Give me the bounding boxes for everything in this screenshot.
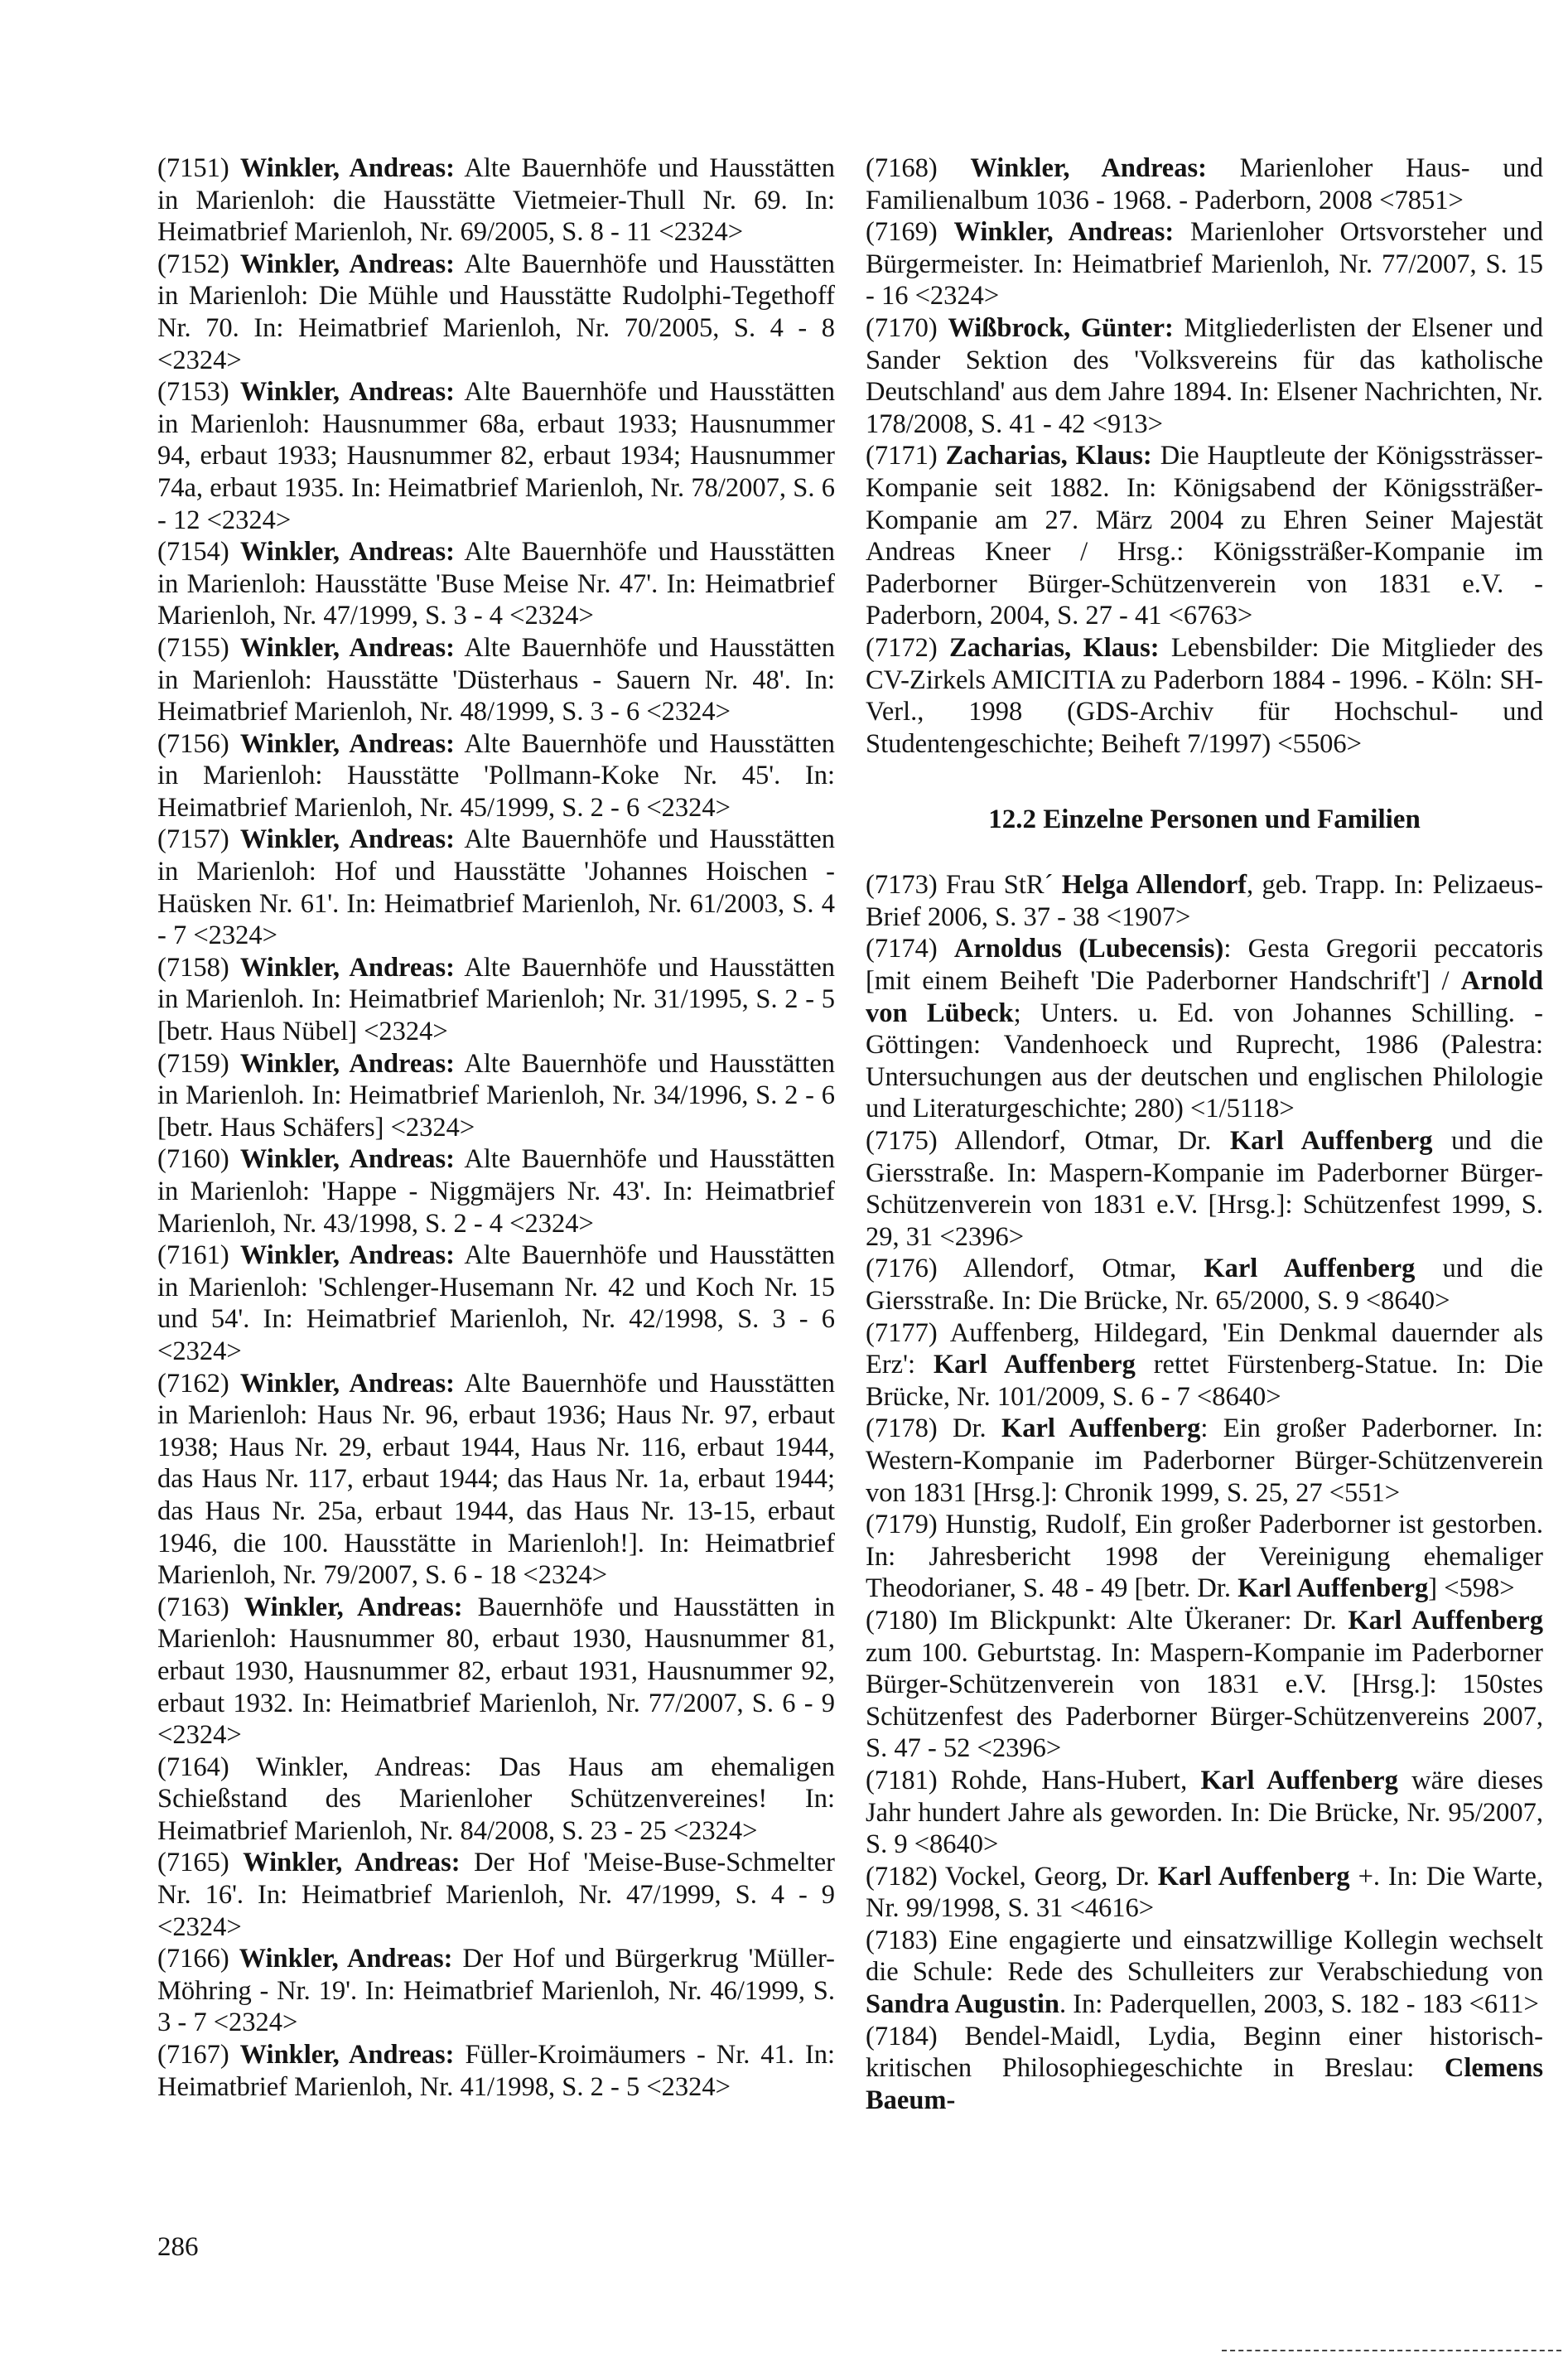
- entry-text: (7182) Vockel, Georg, Dr.: [866, 1861, 1158, 1892]
- entry-number: (7155): [157, 632, 229, 663]
- entry-number: (7167): [157, 2040, 229, 2070]
- bibliography-entry: [866, 1925, 1543, 2021]
- bibliography-entry: [157, 1847, 835, 1943]
- bibliography-entry: [157, 1592, 835, 1752]
- entry-text: (7173) Frau StR´: [866, 870, 1062, 901]
- entry-text: Alte Bauernhöfe und Hausstätten in Marienloh: 'Happe - Niggmäjers Nr. 43'. In: Heimatbrief Marienloh, Nr. 43/1998, S. 2 - 4 <2324>: [157, 1144, 835, 1239]
- entry-number: (7164): [157, 1752, 229, 1782]
- entry-text: Alte Bauernhöfe und Hausstätten in Marienloh: Die Mühle und Hausstätte Rudolphi-Tegethoff Nr. 70. In: Heimatbrief Marienloh, Nr. 70/2005, S. 4 - 8 <2324>: [157, 249, 835, 375]
- entry-author: Zacharias, Klaus:: [948, 632, 1160, 663]
- entry-text: : Gesta Gregorii peccatoris [mit einem Beiheft 'Die Paderborner Handschrift'] /: [866, 934, 1543, 997]
- entry-person-name: Karl Auffenberg: [1200, 1765, 1398, 1795]
- entry-text: Die Hauptleute der Königssträsser-Kompanie seit 1882. In: Königsabend der Königssträßer-Kompanie am 27. März 2004 zu Ehren Seiner Majestät Andreas Kneer / Hrsg.: Königssträßer-Kompanie im Paderborner Bürger-Schützenverein von 1831 e.V. - Paderborn, 2004, S. 27 - 41 <6763>: [866, 441, 1543, 631]
- entry-text: und die Giersstraße. In: Maspern-Kompanie im Paderborner Bürger-Schützenverein von 1831 e.V. [Hrsg.]: Schützenfest 1999, S. 29, 31 <2396>: [866, 1126, 1543, 1252]
- entry-text: (7177) Auffenberg, Hildegard, 'Ein Denkmal dauernder als Erz':: [866, 1317, 1543, 1380]
- entry-author: Winkler, Andreas:: [239, 1240, 456, 1271]
- entry-text: Alte Bauernhöfe und Hausstätten in Marienloh: Hausnummer 68a, erbaut 1933; Hausnummer 94, erbaut 1933; Hausnummer 82, erbaut 1934; Hausnummer 74a, erbaut 1935. In: Heimatbrief Marienloh, Nr. 78/2007, S. 6 - 12 <2324>: [157, 377, 835, 535]
- entry-text: Alte Bauernhöfe und Hausstätten in Marienloh: 'Schlenger-Husemann Nr. 42 und Koch Nr. 15 und 54'. In: Heimatbrief Marienloh, Nr. 42/1998, S. 3 - 6 <2324>: [157, 1240, 835, 1366]
- entry-text: rettet Fürstenberg-Statue. In: Die Brücke, Nr. 101/2009, S. 6 - 7 <8640>: [866, 1350, 1543, 1412]
- entry-author: Winkler, Andreas:: [239, 249, 456, 279]
- entry-text: Marienloher Ortsvorsteher und Bürgermeister. In: Heimatbrief Marienloh, Nr. 77/2007, S. 15 - 16 <2324>: [866, 217, 1543, 312]
- bibliography-entry: [157, 1752, 835, 1848]
- bibliography-entry: [866, 869, 1543, 933]
- entry-number: (7159): [157, 1048, 229, 1079]
- entry-author: Winkler, Andreas:: [239, 153, 456, 183]
- entry-text: Der Hof und Bürgerkrug 'Müller-Möhring - Nr. 19'. In: Heimatbrief Marienloh, Nr. 46/1999, S. 3 - 7 <2324>: [157, 1944, 835, 2038]
- entry-text: Alte Bauernhöfe und Hausstätten in Marienloh: Hausstätte 'Düsterhaus - Sauern Nr. 48'. In: Heimatbrief Marienloh, Nr. 48/1999, S. 3 - 6 <2324>: [157, 632, 835, 727]
- entry-person-name: Arnoldus (Lubecensis): [953, 934, 1224, 964]
- entry-number: (7162): [157, 1368, 229, 1399]
- entry-number: (7166): [157, 1944, 229, 1974]
- entry-text: (7176) Allendorf, Otmar,: [866, 1254, 1204, 1284]
- bibliography-entry: [157, 1368, 835, 1592]
- bibliography-entry: [866, 440, 1543, 632]
- entry-person-name: Helga Allendorf: [1061, 870, 1247, 901]
- entry-author: Winkler, Andreas:: [239, 2040, 455, 2070]
- left-column: [157, 152, 835, 2103]
- entry-number: (7170): [866, 312, 938, 343]
- entry-author: Winkler, Andreas:: [239, 537, 456, 568]
- entry-number: (7163): [157, 1592, 229, 1622]
- entry-text: . In: Paderquellen, 2003, S. 182 - 183 <611>: [1059, 1989, 1539, 2020]
- entry-text: wäre dieses Jahr hundert Jahre als geworden. In: Die Brücke, Nr. 95/2007, S. 9 <8640>: [866, 1765, 1543, 1860]
- entry-person-name: Clemens Baeum-: [866, 2053, 1543, 2115]
- entry-text: ; Unters. u. Ed. von Johannes Schilling. - Göttingen: Vandenhoeck und Ruprecht, 1986 (Palestra: Untersuchungen aus der deutschen und englischen Philologie und Literaturgeschichte; 280) <1/5118>: [866, 998, 1543, 1124]
- bibliography-entry: [866, 1413, 1543, 1509]
- entry-author: Winkler, Andreas:: [239, 1944, 453, 1974]
- entry-text: Alte Bauernhöfe und Hausstätten in Marienloh: die Hausstätte Vietmeier-Thull Nr. 69. In: Heimatbrief Marienloh, Nr. 69/2005, S. 8 - 11 <2324>: [157, 153, 835, 248]
- entry-number: (7172): [866, 632, 938, 663]
- bibliography-entry: [866, 1317, 1543, 1413]
- bibliography-entry: [866, 933, 1543, 1125]
- entry-author: Winkler, Andreas:: [239, 632, 456, 663]
- entry-author: Winkler, Andreas:: [239, 952, 456, 983]
- entry-author: Winkler, Andreas:: [953, 217, 1175, 248]
- section-heading: 12.2 Einzelne Personen und Familien: [988, 805, 1421, 835]
- entry-person-name: Arnold von Lübeck: [866, 966, 1543, 1028]
- bibliography-entry: [157, 728, 835, 824]
- entry-number: (7156): [157, 728, 229, 759]
- bibliography-entry: [866, 1605, 1543, 1765]
- entry-number: (7168): [866, 153, 938, 183]
- bibliography-entry: [866, 1125, 1543, 1253]
- entry-number: (7171): [866, 441, 938, 471]
- footer-rule: [1222, 2350, 1561, 2351]
- bibliography-entry: [157, 249, 835, 376]
- bibliography-entry: [866, 1861, 1543, 1925]
- entry-person-name: Karl Auffenberg: [1204, 1254, 1416, 1284]
- bibliography-entry: [866, 2021, 1543, 2117]
- entry-text: Alte Bauernhöfe und Hausstätten in Marienloh: Hausstätte 'Pollmann-Koke Nr. 45'. In: Heimatbrief Marienloh, Nr. 45/1999, S. 2 - 6 <2324>: [157, 728, 835, 823]
- entry-person-name: Karl Auffenberg: [1157, 1861, 1350, 1892]
- bibliography-entry: [157, 536, 835, 632]
- entry-person-name: Sandra Augustin: [866, 1989, 1059, 2020]
- entry-text: (7183) Eine engagierte und einsatzwillige Kollegin wechselt die Schule: Rede des Schulleiters zur Verabschiedung von: [866, 1925, 1543, 1988]
- entry-text: ] <598>: [1428, 1573, 1515, 1604]
- entry-text: (7174): [866, 934, 954, 964]
- entry-text: Alte Bauernhöfe und Hausstätten in Marienloh. In: Heimatbrief Marienloh, Nr. 34/1996, S. 2 - 6 [betr. Haus Schäfers] <2324>: [157, 1048, 835, 1143]
- entry-number: (7154): [157, 537, 229, 568]
- page-number: 286: [157, 2232, 199, 2262]
- bibliography-entry: [157, 632, 835, 728]
- bibliography-entry: [157, 1943, 835, 2039]
- right-column: [866, 152, 1543, 2116]
- entry-number: (7161): [157, 1240, 229, 1271]
- entry-number: (7160): [157, 1144, 229, 1175]
- entry-author: Winkler, Andreas:: [244, 1592, 463, 1622]
- bibliography-entry: [157, 152, 835, 249]
- bibliography-entry: [866, 152, 1543, 216]
- bibliography-entry: [157, 1048, 835, 1144]
- entry-author: Zacharias, Klaus:: [945, 441, 1152, 471]
- entry-text: +. In: Die Warte, Nr. 99/1998, S. 31 <4616>: [866, 1861, 1543, 1924]
- entry-text: Winkler, Andreas: Das Haus am ehemaligen Schießstand des Marienloher Schützenvereines! In: Heimatbrief Marienloh, Nr. 84/2008, S. 23 - 25 <2324>: [157, 1752, 835, 1846]
- bibliography-entry: [157, 2039, 835, 2103]
- entry-text: Alte Bauernhöfe und Hausstätten in Marienloh: Haus Nr. 96, erbaut 1936; Haus Nr. 97, erbaut 1938; Haus Nr. 29, erbaut 1944, Haus Nr. 116, erbaut 1944, das Haus Nr. 117, erbaut 1944; das Haus Nr. 1a, erbaut 1944; das Haus Nr. 25a, erbaut 1944, das Haus Nr. 13-15, erbaut 1946, die 100. Hausstätte in Marienloh!]. In: Heimatbrief Marienloh, Nr. 79/2007, S. 6 - 18 <2324>: [157, 1368, 835, 1591]
- entry-text: (7180) Im Blickpunkt: Alte Ükeraner: Dr.: [866, 1605, 1348, 1636]
- entry-person-name: Karl Auffenberg: [1238, 1573, 1429, 1604]
- entry-text: Alte Bauernhöfe und Hausstätten in Marienloh. In: Heimatbrief Marienloh; Nr. 31/1995, S. 2 - 5 [betr. Haus Nübel] <2324>: [157, 952, 835, 1047]
- bibliography-entry: [157, 1143, 835, 1239]
- entry-text: zum 100. Geburtstag. In: Maspern-Kompanie im Paderborner Bürger-Schützenverein von 1831 e.V. [Hrsg.]: 150stes Schützenfest des Paderborner Bürger-Schützenvereins 2007, S. 47 - 52 <2396>: [866, 1637, 1543, 1764]
- entry-text: (7184) Bendel-Maidl, Lydia, Beginn einer historisch-kritischen Philosophiegeschichte in Breslau:: [866, 2021, 1543, 2084]
- entry-author: Wißbrock, Günter:: [948, 312, 1174, 343]
- right-column-entries-top: [866, 152, 1543, 760]
- entry-number: (7157): [157, 824, 229, 855]
- bibliography-entry: [157, 1239, 835, 1367]
- entry-text: Bauernhöfe und Hausstätten in Marienloh: Hausnummer 80, erbaut 1930, Hausnummer 81, erbaut 1930, Hausnummer 82, erbaut 1931, Hausnummer 92, erbaut 1932. In: Heimatbrief Marienloh, Nr. 77/2007, S. 6 - 9 <2324>: [157, 1592, 835, 1751]
- entry-text: (7181) Rohde, Hans-Hubert,: [866, 1765, 1201, 1795]
- right-column-entries-bottom: [866, 869, 1543, 2116]
- entry-text: Mitgliederlisten der Elsener und Sander Sektion des 'Volksvereins für das katholische Deutschland' aus dem Jahre 1894. In: Elsener Nachrichten, Nr. 178/2008, S. 41 - 42 <913>: [866, 312, 1543, 439]
- bibliography-entry: [157, 824, 835, 951]
- bibliography-entry: [866, 216, 1543, 312]
- bibliography-entry: [866, 632, 1543, 760]
- entry-text: Füller-Kroimäumers - Nr. 41. In: Heimatbrief Marienloh, Nr. 41/1998, S. 2 - 5 <2324>: [157, 2040, 835, 2102]
- entry-text: , geb. Trapp. In: Pelizaeus-Brief 2006, S. 37 - 38 <1907>: [866, 870, 1544, 932]
- entry-author: Winkler, Andreas:: [239, 1048, 456, 1079]
- entry-author: Winkler, Andreas:: [239, 1368, 456, 1399]
- entry-author: Winkler, Andreas:: [970, 153, 1207, 183]
- entry-text: Der Hof 'Meise-Buse-Schmelter Nr. 16'. In: Heimatbrief Marienloh, Nr. 47/1999, S. 4 - 9 <2324>: [157, 1848, 835, 1942]
- entry-person-name: Karl Auffenberg: [1229, 1126, 1433, 1157]
- bibliography-entry: [157, 952, 835, 1048]
- bibliography-entry: [866, 312, 1543, 440]
- entry-text: : Ein großer Paderborner. In: Western-Kompanie im Paderborner Bürger-Schützenverein von 1831 [Hrsg.]: Chronik 1999, S. 25, 27 <551>: [866, 1413, 1543, 1508]
- entry-number: (7152): [157, 249, 229, 279]
- entry-number: (7153): [157, 377, 229, 408]
- entry-number: (7169): [866, 217, 938, 248]
- entry-author: Winkler, Andreas:: [239, 377, 456, 408]
- entry-text: (7178) Dr.: [866, 1413, 1001, 1444]
- entry-person-name: Karl Auffenberg: [1348, 1605, 1543, 1636]
- bibliography-entry: [866, 1509, 1543, 1605]
- entry-author: Winkler, Andreas:: [243, 1848, 461, 1878]
- entry-text: (7179) Hunstig, Rudolf, Ein großer Paderborner ist gestorben. In: Jahresbericht 1998 der Vereinigung ehemaliger Theodorianer, S. 48 - 49 [betr. Dr.: [866, 1510, 1543, 1604]
- entry-person-name: Karl Auffenberg: [1001, 1413, 1201, 1444]
- entry-text: Alte Bauernhöfe und Hausstätten in Marienloh: Hof und Hausstätte 'Johannes Hoischen - Haüsken Nr. 61'. In: Heimatbrief Marienloh, Nr. 61/2003, S. 4 - 7 <2324>: [157, 824, 835, 951]
- entry-author: Winkler, Andreas:: [239, 728, 456, 759]
- bibliography-entry: [157, 376, 835, 536]
- entry-author: Winkler, Andreas:: [239, 1144, 456, 1175]
- entry-text: (7175) Allendorf, Otmar, Dr.: [866, 1126, 1230, 1157]
- entry-text: Marienloher Haus- und Familienalbum 1036 - 1968. - Paderborn, 2008 <7851>: [866, 153, 1543, 215]
- entry-person-name: Karl Auffenberg: [933, 1350, 1136, 1380]
- bibliography-entry: [866, 1765, 1543, 1861]
- entry-number: (7165): [157, 1848, 229, 1878]
- entry-number: (7158): [157, 952, 229, 983]
- entry-text: Lebensbilder: Die Mitglieder des CV-Zirkels AMICITIA zu Paderborn 1884 - 1996. - Köln: SH-Verl., 1998 (GDS-Archiv für Hochschul- und Studentengeschichte; Beiheft 7/1997) <5506>: [866, 632, 1544, 759]
- entry-text: und die Giersstraße. In: Die Brücke, Nr. 65/2000, S. 9 <8640>: [866, 1254, 1543, 1316]
- entry-author: Winkler, Andreas:: [239, 824, 456, 855]
- bibliography-entry: [866, 1253, 1543, 1317]
- entry-number: (7151): [157, 153, 229, 183]
- entry-text: Alte Bauernhöfe und Hausstätten in Marienloh: Hausstätte 'Buse Meise Nr. 47'. In: Heimatbrief Marienloh, Nr. 47/1999, S. 3 - 4 <2324>: [157, 537, 835, 631]
